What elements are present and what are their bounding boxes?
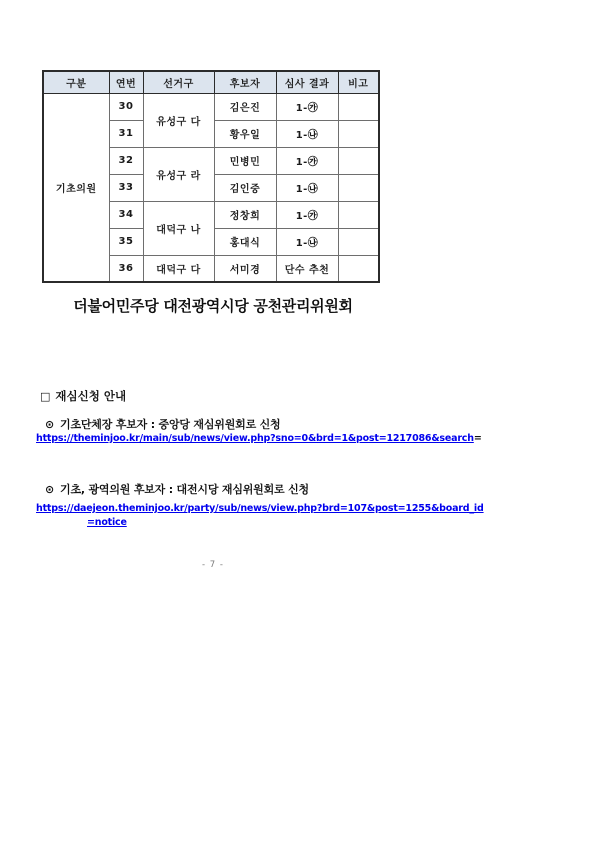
cell-candidate: 홍대식 <box>214 228 276 255</box>
cell-note <box>338 147 379 174</box>
square-bullet-icon: □ <box>40 390 51 403</box>
cell-number: 33 <box>109 174 143 201</box>
cell-district: 대덕구 다 <box>143 255 214 282</box>
notice-item-mayor <box>45 416 280 432</box>
table-row <box>43 93 379 120</box>
notice-heading-label: 재심신청 안내 <box>55 389 127 403</box>
table-header-row <box>43 71 379 93</box>
page-number: - 7 - <box>202 560 224 570</box>
daejeon-party-link-line-1 <box>36 503 484 514</box>
cell-note <box>338 255 379 282</box>
central-party-link-line <box>36 433 482 444</box>
cell-candidate: 김인중 <box>214 174 276 201</box>
cell-note <box>338 201 379 228</box>
central-party-reappeal-link[interactable]: https://theminjoo.kr/main/sub/news/view.php?sno=0&brd=1&post=1217086&search <box>36 433 474 444</box>
cell-number: 36 <box>109 255 143 282</box>
nomination-review-table <box>42 70 380 283</box>
cell-district: 유성구 다 <box>143 93 214 147</box>
daejeon-party-reappeal-link-continued[interactable]: =notice <box>87 517 127 528</box>
cell-result: 1-㉮ <box>276 93 338 120</box>
cell-note <box>338 93 379 120</box>
cell-number: 31 <box>109 120 143 147</box>
group-cell: 기초의원 <box>43 93 109 282</box>
cell-result: 1-㉯ <box>276 174 338 201</box>
notice-heading <box>40 388 126 404</box>
daejeon-party-reappeal-link[interactable]: https://daejeon.theminjoo.kr/party/sub/news/view.php?brd=107&post=1255&board_id <box>36 503 484 514</box>
col-header-candidate: 후보자 <box>214 71 276 93</box>
cell-number: 32 <box>109 147 143 174</box>
circle-dot-bullet-icon: ⊙ <box>45 418 55 431</box>
col-header-category: 구분 <box>43 71 109 93</box>
link-suffix-text: = <box>473 433 482 444</box>
cell-note <box>338 174 379 201</box>
cell-result: 1-㉮ <box>276 201 338 228</box>
cell-candidate: 민병민 <box>214 147 276 174</box>
col-header-district: 선거구 <box>143 71 214 93</box>
col-header-number: 연번 <box>109 71 143 93</box>
cell-result: 1-㉯ <box>276 120 338 147</box>
daejeon-party-link-line-2 <box>87 517 127 528</box>
notice-item-council <box>45 481 309 497</box>
notice-item-label: 기초, 광역의원 후보자 : 대전시당 재심위원회로 신청 <box>60 483 309 496</box>
cell-candidate: 정창희 <box>214 201 276 228</box>
cell-note <box>338 228 379 255</box>
cell-number: 35 <box>109 228 143 255</box>
cell-district: 유성구 라 <box>143 147 214 201</box>
cell-number: 30 <box>109 93 143 120</box>
circle-dot-bullet-icon: ⊙ <box>45 483 55 496</box>
committee-title: 더불어민주당 대전광역시당 공천관리위원회 <box>73 297 353 315</box>
cell-candidate: 황우일 <box>214 120 276 147</box>
cell-candidate: 김은진 <box>214 93 276 120</box>
cell-candidate: 서미경 <box>214 255 276 282</box>
cell-result: 1-㉮ <box>276 147 338 174</box>
cell-district: 대덕구 나 <box>143 201 214 255</box>
cell-result: 단수 추천 <box>276 255 338 282</box>
col-header-result: 심사 결과 <box>276 71 338 93</box>
notice-item-label: 기초단체장 후보자 : 중앙당 재심위원회로 신청 <box>60 418 281 431</box>
cell-number: 34 <box>109 201 143 228</box>
cell-result: 1-㉯ <box>276 228 338 255</box>
cell-note <box>338 120 379 147</box>
col-header-note: 비고 <box>338 71 379 93</box>
